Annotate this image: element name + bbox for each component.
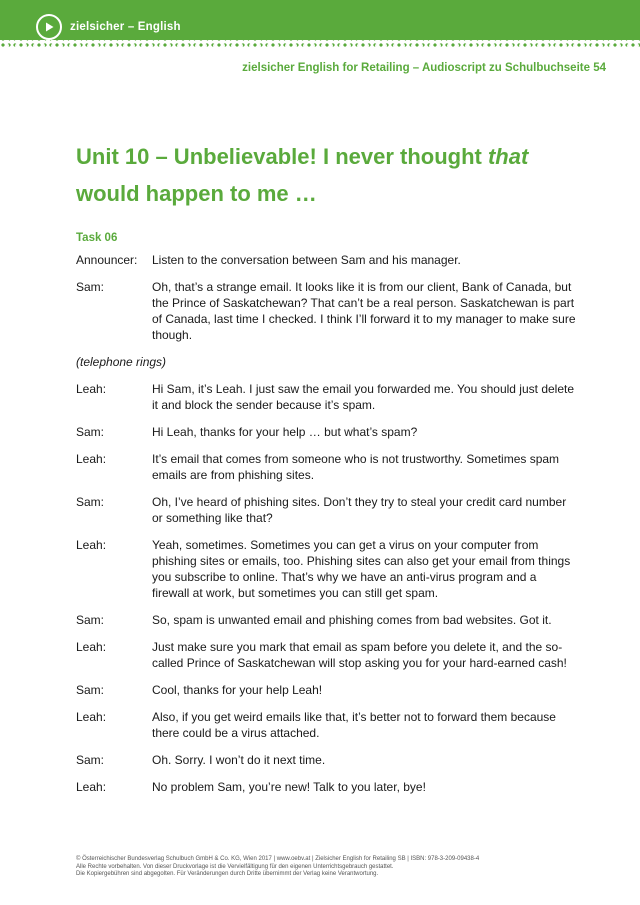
footer-line: Die Kopiergebühren sind abgegolten. Für Veränderungen durch Dritte übernimmt der Verlag keine Verantwortung. xyxy=(76,871,379,877)
script-row xyxy=(76,424,576,440)
page-title xyxy=(76,138,596,212)
script-row xyxy=(76,279,576,343)
spoken-line: Cool, thanks for your help Leah! xyxy=(152,683,323,697)
spoken-line: Hi Leah, thanks for your help … but what’s spam? xyxy=(152,425,418,439)
speaker-name: Sam: xyxy=(76,683,105,697)
copyright-footer xyxy=(76,856,576,879)
task-label: Task 06 xyxy=(76,232,118,244)
title-italic: that xyxy=(487,144,529,169)
spoken-line: Oh, that’s a strange email. It looks like it is from our client, Bank of Canada, but the Prince of Saskatchewan? That can’t be a real person. Saskatchewan is part of Canada, last time I checked. I think I’ll forward it to my manager to make sure though. xyxy=(152,280,576,342)
spoken-line: Listen to the conversation between Sam and his manager. xyxy=(152,253,461,267)
speaker-name: Sam: xyxy=(76,753,105,767)
script-row xyxy=(76,451,576,483)
stage-direction: (telephone rings) xyxy=(76,355,167,369)
title-part-2: would happen to me … xyxy=(76,181,317,206)
speaker-name: Leah: xyxy=(76,710,107,724)
speaker-name: Leah: xyxy=(76,780,107,794)
spoken-line: Oh. Sorry. I won’t do it next time. xyxy=(152,753,326,767)
header-dotted-edge-highlight xyxy=(0,40,640,48)
spoken-line: It’s email that comes from someone who is not trustworthy. Sometimes spam emails are from phishing sites. xyxy=(152,452,560,482)
title-part-1: Unit 10 – Unbelievable! I never thought xyxy=(76,144,488,169)
script-row xyxy=(76,639,576,671)
audioscript xyxy=(76,252,576,806)
speaker-name: Sam: xyxy=(76,613,105,627)
speaker-name: Sam: xyxy=(76,280,105,294)
footer-line: Alle Rechte vorbehalten. Von dieser Druckvorlage ist die Vervielfältigung für den eigenen Unterrichtsgebrauch gestattet. xyxy=(76,863,394,870)
speaker-name: Leah: xyxy=(76,382,107,396)
spoken-line: No problem Sam, you’re new! Talk to you later, bye! xyxy=(152,780,426,794)
script-row xyxy=(76,494,576,526)
spoken-line: Oh, I’ve heard of phishing sites. Don’t they try to steal your credit card number or something like that? xyxy=(152,495,567,525)
script-row xyxy=(76,252,576,268)
script-row xyxy=(76,709,576,741)
script-row xyxy=(76,682,576,698)
spoken-line: Also, if you get weird emails like that, it’s better not to forward them because there could be a virus attached. xyxy=(152,710,556,740)
spoken-line: Hi Sam, it’s Leah. I just saw the email you forwarded me. You should just delete it and block the sender because it’s spam. xyxy=(152,382,575,412)
script-row xyxy=(76,612,576,628)
brand-logo[interactable] xyxy=(36,14,181,40)
speaker-name: Leah: xyxy=(76,452,107,466)
spoken-line: Just make sure you mark that email as spam before you delete it, and the so-called Prince of Saskatchewan will stop asking you for your hard-earned cash! xyxy=(152,640,567,670)
script-row xyxy=(76,752,576,768)
page-subtitle: zielsicher English for Retailing – Audioscript zu Schulbuchseite 54 xyxy=(242,62,606,74)
brand-name: zielsicher – English xyxy=(70,21,181,33)
speaker-name: Leah: xyxy=(76,538,107,552)
speaker-name: Leah: xyxy=(76,640,107,654)
spoken-line: Yeah, sometimes. Sometimes you can get a virus on your computer from phishing sites or emails, too. Phishing sites can also get your email from things you subscribe to online. That’s why we have an anti-virus program and a firewall at work, but sometimes you can still get spam. xyxy=(152,538,571,600)
footer-line: © Österreichischer Bundesverlag Schulbuch GmbH & Co. KG, Wien 2017 | www.oebv.at | Zielsicher English for Retailing SB | ISBN: 978-3-209-09438-4 xyxy=(76,856,480,862)
speaker-name: Sam: xyxy=(76,495,105,509)
spoken-line: So, spam is unwanted email and phishing comes from bad websites. Got it. xyxy=(152,613,552,627)
script-row xyxy=(76,537,576,601)
speaker-name: Sam: xyxy=(76,425,105,439)
script-row xyxy=(76,381,576,413)
play-circle-icon xyxy=(36,14,62,40)
speaker-name: Announcer: xyxy=(76,253,138,267)
script-row xyxy=(76,779,576,795)
